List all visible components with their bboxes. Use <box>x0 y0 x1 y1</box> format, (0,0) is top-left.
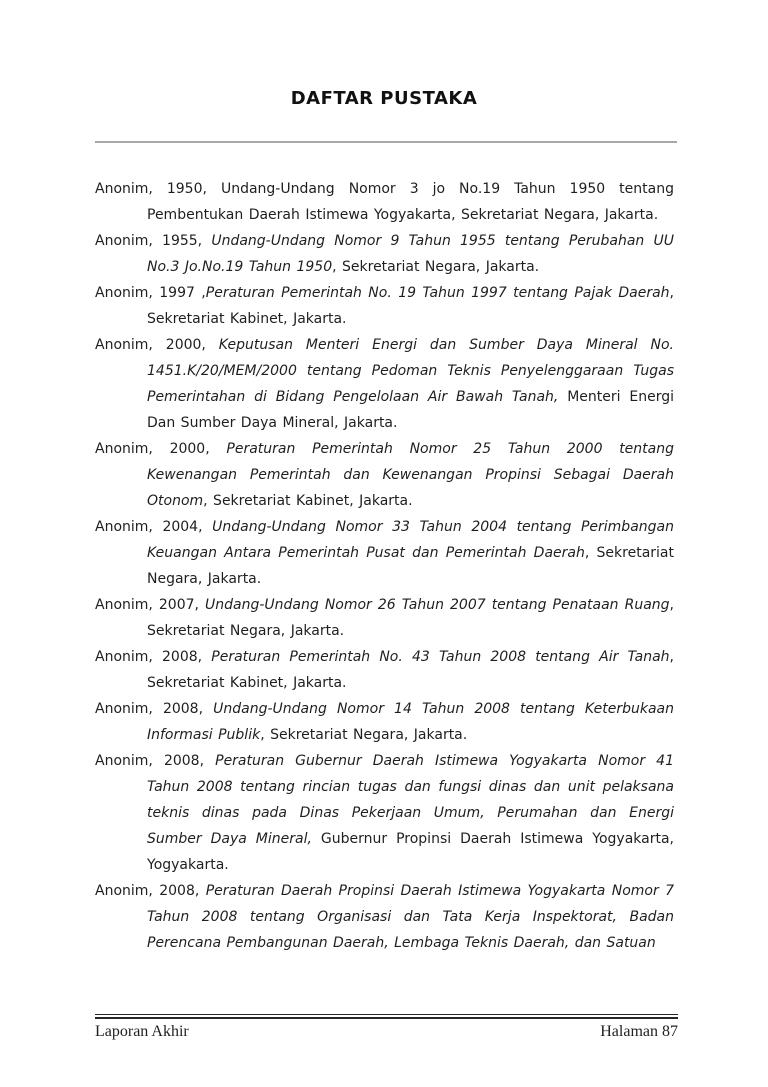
reference-text: Anonim, 2000, <box>95 337 219 353</box>
footer-document-label: Laporan Akhir <box>95 1023 189 1040</box>
reference-work-title: Undang-Undang Nomor 9 Tahun 1955 tentang Perubahan UU No.3 Jo.No.19 Tahun 1950 <box>147 233 674 275</box>
reference-work-title: Peraturan Pemerintah No. 19 Tahun 1997 tentang Pajak Daerah <box>205 285 670 301</box>
reference-text: Anonim, 2008, <box>95 753 216 769</box>
reference-text: Anonim, 1955, <box>95 233 212 249</box>
reference-text: , Sekretariat Negara, Jakarta. <box>332 259 540 275</box>
footer-divider-line <box>95 1014 678 1019</box>
reference-entry <box>95 748 674 878</box>
reference-text: Menteri Energi Dan Sumber Daya Mineral, Jakarta. <box>147 389 674 431</box>
reference-entry <box>95 696 674 748</box>
page-title: DAFTAR PUSTAKA <box>290 88 478 109</box>
reference-entry <box>95 514 674 592</box>
reference-text: Anonim, 2007, <box>95 597 206 613</box>
reference-work-title: Undang-Undang Nomor 26 Tahun 2007 tentang Penataan Ruang <box>205 597 670 613</box>
page-footer <box>95 1023 678 1041</box>
reference-work-title: Peraturan Daerah Propinsi Daerah Istimewa Yogyakarta Nomor 7 Tahun 2008 tentang Organisasi dan Tata Kerja Inspektorat, Badan Perencana Pembangunan Daerah, Lembaga Teknis Daerah, dan Satuan <box>147 883 674 951</box>
reference-text: , Sekretariat Negara, Jakarta. <box>147 597 674 639</box>
reference-text: Gubernur Propinsi Daerah Istimewa Yogyakarta, Yogyakarta. <box>147 831 674 873</box>
reference-text: , Sekretariat Negara, Jakarta. <box>147 545 674 587</box>
reference-text: Anonim, 1997 , <box>95 285 206 301</box>
reference-text: , Sekretariat Kabinet, Jakarta. <box>203 493 413 509</box>
reference-text: Anonim, 2000, <box>95 441 227 457</box>
reference-work-title: Undang-Undang Nomor 33 Tahun 2004 tentang Perimbangan Keuangan Antara Pemerintah Pusat dan Pemerintah Daerah <box>147 519 674 561</box>
reference-work-title: Peraturan Pemerintah Nomor 25 Tahun 2000 tentang Kewenangan Pemerintah dan Kewenangan Propinsi Sebagai Daerah Otonom <box>147 441 674 509</box>
reference-entry <box>95 644 674 696</box>
footer-page-number: Halaman 87 <box>600 1023 678 1040</box>
reference-work-title: Keputusan Menteri Energi dan Sumber Daya Mineral No. 1451.K/20/MEM/2000 tentang Pedoman Teknis Penyelenggaraan Tugas Pemerintahan di Bidang Pengelolaan Air Bawah Tanah, <box>147 337 674 405</box>
reference-text: , Sekretariat Negara, Jakarta. <box>260 727 468 743</box>
reference-entry <box>95 592 674 644</box>
reference-entry <box>95 878 674 956</box>
reference-text: Anonim, 2008, <box>95 701 214 717</box>
reference-work-title: Peraturan Gubernur Daerah Istimewa Yogyakarta Nomor 41 Tahun 2008 tentang rincian tugas dan fungsi dinas dan unit pelaksana teknis dinas pada Dinas Pekerjaan Umum, Perumahan dan Energi Sumber Daya Mineral, <box>147 753 674 847</box>
reference-work-title: Undang-Undang Nomor 14 Tahun 2008 tentang Keterbukaan Informasi Publik <box>147 701 674 743</box>
reference-text: , Sekretariat Kabinet, Jakarta. <box>147 649 674 691</box>
reference-entry <box>95 436 674 514</box>
reference-list <box>95 176 674 956</box>
reference-entry <box>95 228 674 280</box>
reference-entry <box>95 332 674 436</box>
reference-text: Anonim, 2008, <box>95 883 206 899</box>
reference-entry <box>95 176 674 228</box>
title-divider-line <box>95 141 677 143</box>
reference-text: Anonim, 2008, <box>95 649 212 665</box>
reference-text: , Sekretariat Kabinet, Jakarta. <box>147 285 674 327</box>
reference-text: Anonim, 1950, Undang-Undang Nomor 3 jo No.19 Tahun 1950 tentang Pembentukan Daerah Istimewa Yogyakarta, Sekretariat Negara, Jakarta. <box>95 181 674 223</box>
reference-entry <box>95 280 674 332</box>
reference-work-title: Peraturan Pemerintah No. 43 Tahun 2008 tentang Air Tanah <box>211 649 670 665</box>
reference-text: Anonim, 2004, <box>95 519 213 535</box>
